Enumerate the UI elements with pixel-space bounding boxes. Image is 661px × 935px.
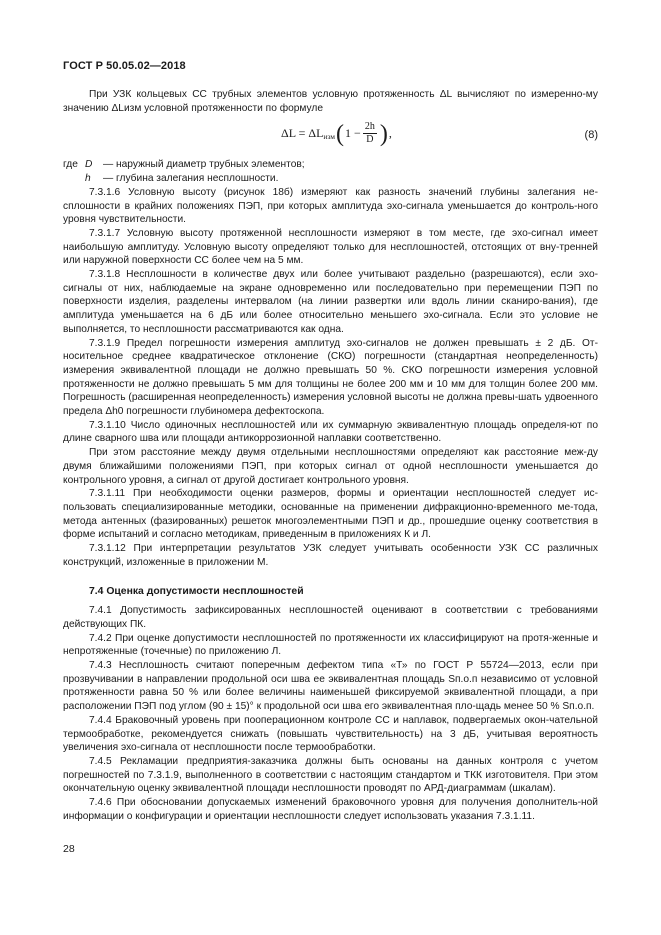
where-label: где — [63, 159, 78, 171]
formula-one-minus: 1 − — [345, 126, 361, 141]
close-paren: ) — [379, 120, 388, 147]
paragraph-7-3-1-9: 7.3.1.9 Предел погрешности измерения амплитуд эхо-сигналов не должен превышать ± 2 дБ. От-носительное среднее квадратическое отклонение (СКО) погрешности (стандартная неопределенность) измерения эквивалентной площади не должно превышать 50 %. СКО погрешности измерения условной протяженности не должно превышать 5 мм для толщины не более 200 мм и 10 мм для толщин более 200 мм. Погрешность (расширенная неопределенность) измерения условной высоты не должна превы-шать удвоенного предела Δh0 погрешности глубиномера дефектоскопа. — [63, 337, 598, 418]
paragraph-7-4-6: 7.4.6 При обосновании допускаемых изменений браковочного уровня для получения дополнитель-ной информации о конфигурации и ориентации несплошности следует использовать указания 7.3.1.11. — [63, 797, 598, 822]
fraction-numerator: 2h — [364, 121, 375, 133]
paragraph-7-4-1: 7.4.1 Допустимость зафиксированных несплошностей оценивают в соответствии с требованиями действующих ПК. — [63, 605, 598, 630]
where-symbol-d: D — [85, 159, 93, 171]
paragraph-7-3-1-6: 7.3.1.6 Условную высоту (рисунок 18б) измеряют как разность значений глубины залегания не-сплошности в крайних положениях ПЭП, при которых амплитуда эхо-сигнала уменьшается до контроль-ного уровня чувствительности. — [63, 186, 598, 226]
paragraph-7-3-1-11: 7.3.1.11 При необходимости оценки размеров, формы и ориентации несплошностей следует ис-пользовать специализированные методики, основанные на применении дифракционно-временного ме-тода, метода антенных (фазированных) решеток многоэлементными ПЭП и др., прошедшие оценку соответствия в форме испытаний и согласно методикам, приведенным в приложениях К и Л. — [63, 488, 598, 541]
formula-number: (8) — [584, 129, 598, 142]
document-body — [63, 88, 598, 823]
where-text-h: — глубина залегания несплошности. — [103, 173, 279, 185]
formula-fraction — [363, 121, 377, 146]
fraction-denominator: D — [366, 134, 374, 146]
where-symbol-h: h — [85, 173, 91, 185]
formula-expression — [281, 121, 392, 146]
paragraph-7-4-2: 7.4.2 При оценке допустимости несплошностей по протяженности их классифицируют на протя-женные и непротяженные (точечные) по приложению Л. — [63, 632, 598, 658]
formula-lhs-subscript: изм — [323, 132, 336, 142]
paragraph-7-3-1-10-continued: При этом расстояние между двумя отдельными несплошностями определяют как расстояние меж-ду двумя ближайшими положениями ПЭП, при которых сигнал от одной несплошности уменьшается до контрольного уровня, а сигнал от другой достигает контрольного уровня. — [63, 447, 598, 486]
paragraph-7-4-5: 7.4.5 Рекламации предприятия-заказчика должны быть основаны на данных контроля с учетом погрешностей по 7.3.1.9, выполненного в соответствии с настоящим стандартом и ТКК изготовителя. При этом окончательную оценку эквивалентной площади несплошности проводят по АРД-диаграммам (шкалам). — [63, 755, 598, 795]
formula-lhs: ΔL = ΔL — [281, 126, 324, 141]
paragraph-7-3-1-10: 7.3.1.10 Число одиночных несплошностей или их суммарную эквивалентную площадь определя-ют по длине сварного шва или площади антикоррозионной наплавки соответственно. — [63, 419, 598, 445]
open-paren: ( — [336, 120, 345, 147]
formula-8 — [63, 117, 598, 155]
where-line-1 — [63, 158, 598, 172]
formula-tail: , — [388, 126, 392, 141]
where-line-2 — [63, 172, 598, 186]
paragraph-7-3-1-12: 7.3.1.12 При интерпретации результатов УЗК следует учитывать особенности УЗК СС различных конструкций, изложенные в приложении М. — [63, 543, 598, 568]
document-header: ГОСТ Р 50.05.02—2018 — [63, 60, 186, 72]
section-heading-7-4: 7.4 Оценка допустимости несплошностей — [89, 585, 304, 597]
intro-paragraph: При УЗК кольцевых СС трубных элементов условную протяженность ΔL вычисляют по измеренно-му значению ΔLизм условной протяженности по формуле — [63, 89, 598, 114]
where-spacer — [63, 172, 85, 186]
paragraph-7-4-3: 7.4.3 Несплошность считают поперечным дефектом типа «Т» по ГОСТ Р 55724—2013, если при прозвучивании в направлении продольной оси шва ее эквивалентная площадь Sп.о.п независимо от условной протяженности равна 50 % или более величины наименьшей фиксируемой эквивалентной площади, а при расположении ПЭП под углом (90 ± 15)° к продольной оси шва его эквивалентная пло-щадь менее 50 % Sп.о.п. — [63, 660, 598, 713]
page-number: 28 — [63, 843, 75, 855]
where-text-d: — наружный диаметр трубных элементов; — [103, 159, 305, 171]
paragraph-7-4-4: 7.4.4 Браковочный уровень при пооперационном контроле СС и наплавок, подвергаемых окон-чательной термообработке, рекомендуется снижать (повышать чувствительность) на 3 дБ, учитывая вероятность увеличения эхо-сигнала от несплошности после термообработки. — [63, 714, 598, 754]
paragraph-7-3-1-7: 7.3.1.7 Условную высоту протяженной несплошности измеряют в том месте, где эхо-сигнал имеет наибольшую амплитуду. Условную высоту определяют только для несплошностей, отстоящих от вну-тренней или наружной поверхности СС более чем на 5 мм. — [63, 227, 598, 267]
paragraph-7-3-1-8: 7.3.1.8 Несплошности в количестве двух или более учитывают раздельно (разрешаются), если эхо-сигналы от них, наблюдаемые на экране одновременно или последовательно при перемещении ПЭП по поверхности изделия, разделены интервалом (на линии развертки или вдоль линии сканиро-вания), где амплитуда уменьшается на 6 дБ или более относительно меньшего эхо-сигнала. Если это условие не выполняется, то несплошности рассматриваются как одна. — [63, 269, 598, 335]
